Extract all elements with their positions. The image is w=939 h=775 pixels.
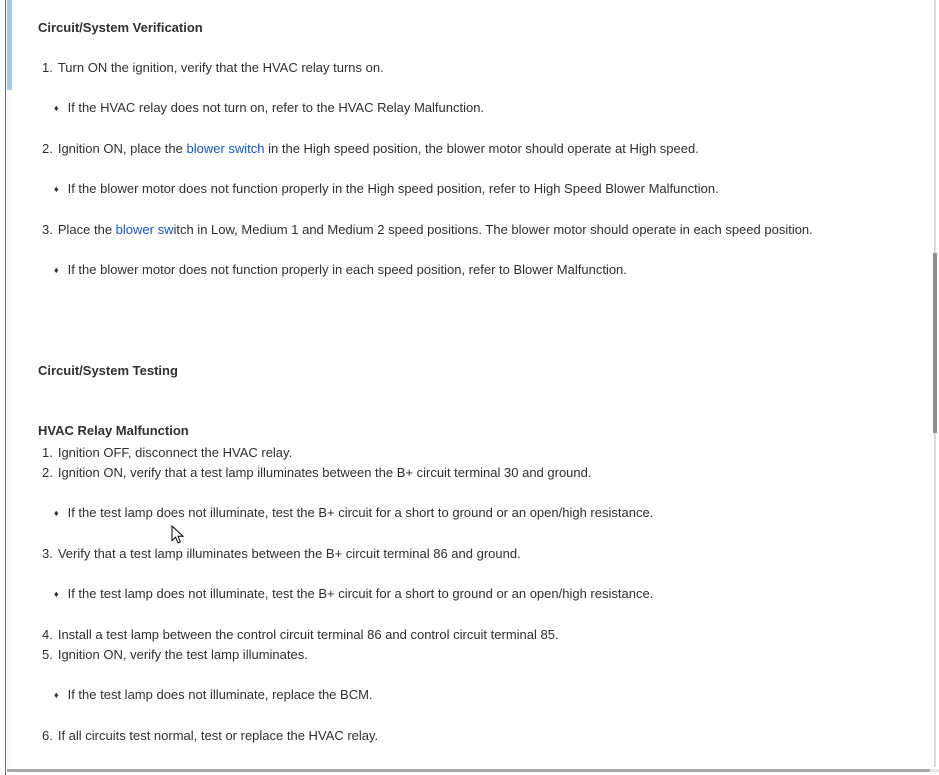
text-segment: If all circuits test normal, test or replace the HVAC relay.	[57, 728, 379, 743]
text-segment: Install a test lamp between the control circuit terminal 86 and control circuit terminal 85.	[57, 627, 559, 642]
step-item	[42, 625, 933, 645]
section-heading: Circuit/System Verification	[38, 20, 203, 35]
text-segment: Ignition ON, verify the test lamp illuminates.	[57, 647, 308, 662]
step-number: 3.	[42, 546, 53, 561]
diamond-bullet-icon: ♦	[54, 690, 59, 700]
step-item	[42, 645, 933, 665]
document-content	[38, 0, 933, 746]
left-pane-divider	[5, 0, 6, 775]
text-segment: Turn ON the ignition, verify that the HVAC relay turns on.	[57, 60, 384, 75]
section-heading: Circuit/System Testing	[38, 363, 178, 378]
step-item	[42, 726, 933, 746]
diamond-bullet-icon: ♦	[54, 103, 59, 113]
section-testing	[38, 361, 933, 381]
vertical-scrollbar-track[interactable]	[934, 0, 936, 767]
diamond-bullet-icon: ♦	[54, 265, 59, 275]
text-segment: Place the	[57, 222, 116, 237]
blower-switch-link[interactable]: blower switch	[186, 141, 265, 156]
step-item	[42, 220, 933, 240]
left-scrollbar-thumb[interactable]	[7, 0, 12, 90]
text-segment: Ignition ON, verify that a test lamp illuminates between the B+ circuit terminal 30 and ground.	[57, 465, 592, 480]
bullet-item	[38, 503, 933, 524]
step-number: 4.	[42, 627, 53, 642]
step-item	[42, 443, 933, 463]
text-segment: Ignition OFF, disconnect the HVAC relay.	[57, 445, 293, 460]
text-segment: in the High speed position, the blower motor should operate at High speed.	[264, 141, 699, 156]
text-segment: Ignition ON, place the	[57, 141, 187, 156]
horizontal-scrollbar-track[interactable]	[7, 769, 939, 772]
step-number: 2.	[42, 141, 53, 156]
section-heading: HVAC Relay Malfunction	[38, 423, 189, 438]
text-segment: itch in Low, Medium 1 and Medium 2 speed positions. The blower motor should operate in each speed position.	[173, 222, 813, 237]
text-segment: If the test lamp does not illuminate, test the B+ circuit for a short to ground or an open/high resistance.	[67, 505, 654, 520]
vertical-scrollbar-thumb[interactable]	[933, 253, 937, 433]
left-scrollbar-track[interactable]	[7, 0, 12, 769]
bullet-item	[38, 98, 933, 119]
step-number: 1.	[42, 60, 53, 75]
section-verification	[38, 18, 933, 281]
section-hvac-relay-malfunction	[38, 421, 933, 746]
step-number: 5.	[42, 647, 53, 662]
bullet-item	[38, 260, 933, 281]
text-segment: If the test lamp does not illuminate, replace the BCM.	[67, 687, 373, 702]
horizontal-scrollbar-thumb[interactable]	[7, 769, 930, 772]
text-segment: If the test lamp does not illuminate, test the B+ circuit for a short to ground or an open/high resistance.	[67, 586, 654, 601]
bullet-item	[38, 685, 933, 706]
step-item	[42, 58, 933, 78]
step-number: 2.	[42, 465, 53, 480]
step-number: 3.	[42, 222, 53, 237]
diamond-bullet-icon: ♦	[54, 508, 59, 518]
text-segment: If the blower motor does not function properly in the High speed position, refer to High Speed Blower Malfunction.	[67, 181, 719, 196]
text-segment: If the blower motor does not function properly in each speed position, refer to Blower Malfunction.	[67, 262, 627, 277]
diamond-bullet-icon: ♦	[54, 589, 59, 599]
bullet-item	[38, 179, 933, 200]
step-item	[42, 139, 933, 159]
bullet-item	[38, 584, 933, 605]
step-item	[42, 544, 933, 564]
blower-switch-link[interactable]: blower sw	[115, 222, 174, 237]
diamond-bullet-icon: ♦	[54, 184, 59, 194]
text-segment: Verify that a test lamp illuminates between the B+ circuit terminal 86 and ground.	[57, 546, 521, 561]
text-segment: If the HVAC relay does not turn on, refer to the HVAC Relay Malfunction.	[67, 100, 485, 115]
step-number: 6.	[42, 728, 53, 743]
step-item	[42, 463, 933, 483]
step-number: 1.	[42, 445, 53, 460]
